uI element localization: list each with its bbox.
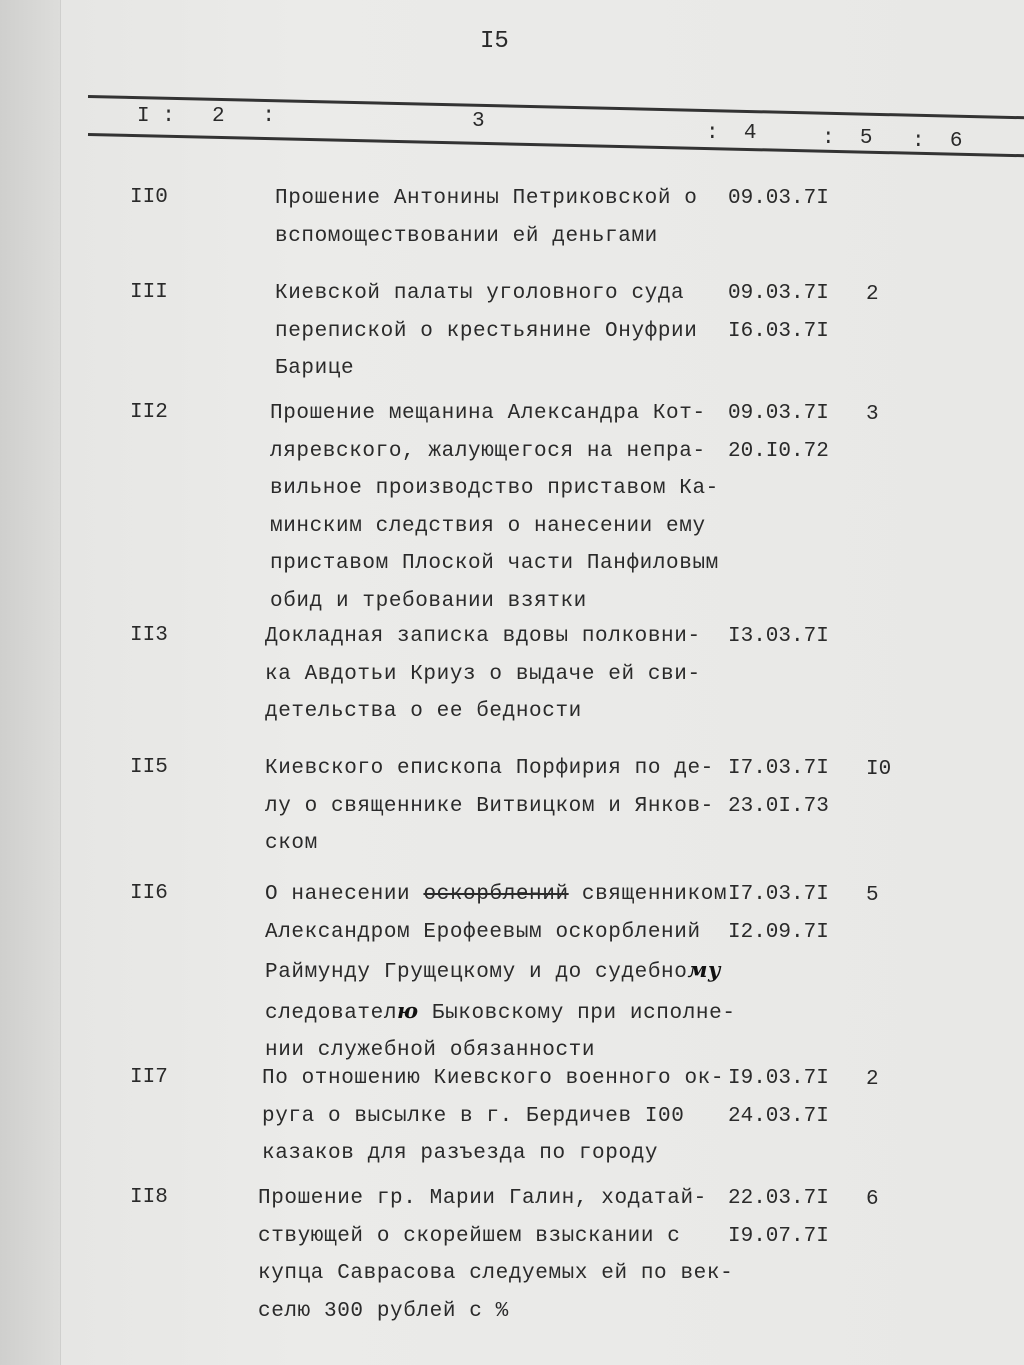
entry-description <box>262 1060 724 1173</box>
entry-description <box>265 618 701 731</box>
date: 09.03.7I <box>728 282 829 305</box>
page-number: I5 <box>480 28 509 55</box>
header-rule-bottom <box>88 133 1024 158</box>
header-col-5: : 5 <box>822 127 873 150</box>
date: I7.03.7I <box>728 883 829 906</box>
date: 24.03.7I <box>728 1104 829 1128</box>
description-line: ляревского, жалующегося на непра- <box>270 439 706 463</box>
description-line: лу о священнике Витвицком и Янков- <box>265 794 714 818</box>
date: 22.03.7I <box>728 1187 829 1210</box>
entry-description <box>258 1180 733 1330</box>
description-line: ском <box>265 832 318 855</box>
sheet-count: 3 <box>866 403 879 426</box>
entry-dates <box>728 750 829 825</box>
date: I7.03.7I <box>728 757 829 780</box>
description-line <box>265 951 736 992</box>
description-line: Прошение гр. Марии Галин, ходатай- <box>258 1187 707 1210</box>
text-segment: Раймунду Грущецкому и до судебно <box>265 961 688 984</box>
description-line: ка Авдотьи Криуз о выдаче ей сви- <box>265 662 701 686</box>
sheet-count: 5 <box>866 884 879 907</box>
description-line: минским следствия о нанесении ему <box>270 514 706 538</box>
entry-dates <box>728 1180 829 1255</box>
description-line: Киевского епископа Порфирия по де- <box>265 757 714 780</box>
entry-dates <box>728 275 829 350</box>
description-line: детельства о ее бедности <box>265 700 582 723</box>
description-line: Докладная записка вдовы полковни- <box>265 625 701 648</box>
entry-number: II8 <box>130 1186 168 1209</box>
description-line <box>265 876 736 914</box>
entry-number: II7 <box>130 1066 168 1089</box>
date: I6.03.7I <box>728 319 829 343</box>
header-col-1: I : <box>137 105 175 128</box>
date: 23.0I.73 <box>728 794 829 818</box>
description-line: приставом Плоской части Панфиловым <box>270 552 719 575</box>
entry-description <box>265 876 736 1070</box>
description-line: перепиской о крестьянине Онуфрии <box>275 319 698 343</box>
entry-number: II2 <box>130 401 168 424</box>
description-line: обид и требовании взятки <box>270 589 587 613</box>
description-line: нии служебной обязанности <box>265 1039 596 1062</box>
date: I9.03.7I <box>728 1067 829 1090</box>
description-line: Александром Ерофеевым оскорблений <box>265 920 701 944</box>
entry-description <box>275 275 697 388</box>
text-segment: следовател <box>265 1001 398 1025</box>
date: I2.09.7I <box>728 920 829 944</box>
description-line: По отношению Киевского военного ок- <box>262 1067 725 1090</box>
description-line: ствующей о скорейшем взыскании с <box>258 1224 681 1248</box>
entry-number: III <box>130 281 168 304</box>
date: 20.I0.72 <box>728 439 829 463</box>
entry-dates <box>728 395 829 470</box>
text-segment: О нанесении <box>265 883 424 906</box>
description-line: руга о высылке в г. Бердичев I00 <box>262 1104 685 1128</box>
adjacent-page-edge <box>0 0 61 1365</box>
handwritten-correction: му <box>687 957 722 982</box>
header-col-3: 3 <box>472 110 485 133</box>
date: 09.03.7I <box>728 402 829 425</box>
entry-description <box>275 180 697 255</box>
description-line: казаков для разъезда по городу <box>262 1142 659 1165</box>
sheet-count: 6 <box>866 1188 879 1211</box>
header-col-2: 2 : <box>212 105 276 128</box>
entry-description <box>265 750 714 863</box>
description-line: вспомоществовании ей деньгами <box>275 224 658 248</box>
entry-number: II6 <box>130 882 168 905</box>
entry-number: II3 <box>130 624 168 647</box>
date: 09.03.7I <box>728 187 829 210</box>
entry-description <box>270 395 719 620</box>
description-line: Киевской палаты уголовного суда <box>275 282 685 305</box>
description-line: Барице <box>275 357 355 380</box>
entry-dates <box>728 180 829 218</box>
sheet-count: 2 <box>866 1068 879 1091</box>
entry-dates <box>728 618 829 656</box>
handwritten-correction: ю <box>397 997 419 1023</box>
sheet-count: 2 <box>866 283 879 306</box>
description-line: Прошение мещанина Александра Кот- <box>270 402 706 425</box>
date: I3.03.7I <box>728 625 829 648</box>
description-line: купца Саврасова следуемых ей по век- <box>258 1262 734 1285</box>
header-col-4: : 4 <box>706 122 757 145</box>
description-line: селю 300 рублей с % <box>258 1299 509 1323</box>
entry-dates <box>728 876 829 951</box>
text-segment: священником <box>568 883 728 906</box>
entry-dates <box>728 1060 829 1135</box>
description-line <box>265 992 736 1033</box>
entry-number: II5 <box>130 756 168 779</box>
entry-number: II0 <box>130 186 168 209</box>
sheet-count: I0 <box>866 758 892 781</box>
date: I9.07.7I <box>728 1224 829 1248</box>
description-line: Прошение Антонины Петриковской о <box>275 187 698 210</box>
header-col-6: : 6 <box>912 130 963 153</box>
struck-text: оскорблений <box>423 883 569 906</box>
text-segment: Быковскому при исполне- <box>418 1001 736 1025</box>
description-line: вильное производство приставом Ка- <box>270 477 719 500</box>
